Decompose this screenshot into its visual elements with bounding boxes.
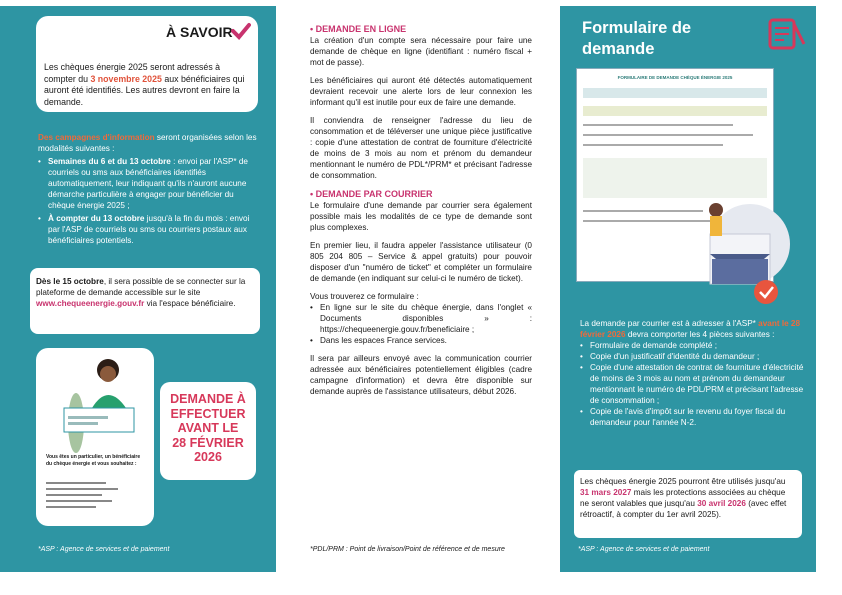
- requirement-item: • Formulaire de demande complété ;: [580, 340, 808, 351]
- mail-requirements: La demande par courrier est à adresser à l'ASP* avant le 28 février 2026 devra comporter les 4 pièces suivantes : • Formulaire de demande complété ; • Copie d'un justificatif d'identité du demandeur ; • Copie d'une attestation de contrat de fourniture d'électricité de moins de 3 mois au nom et prénom du demandeur mentionnant le numéro de PDL/PRM et précisant l'adresse de consommation ; • Copie de l'avis d'impôt sur le revenu du foyer fiscal du demandeur pour l'année N-2.: [580, 318, 808, 428]
- mail-bullet-1: • En ligne sur le site du chèque énergie, dans l'onglet « Documents disponibles » : https://chequeenergie.gouv.fr/beneficiaire ;: [310, 302, 532, 335]
- mail-p4: Il sera par ailleurs envoyé avec la communication courrier adressée aux bénéficiaires potentiellement éligibles (cadre campagne d'information) et devra être disponible sur demande auprès de l'assistance utilisateurs, début 2026.: [310, 354, 532, 396]
- middle-panel: [296, 6, 536, 572]
- campaign-block: Des campagnes d'information seront organisées selon les modalités suivantes : • Semaines du 6 et du 13 octobre : envoi par l'ASP* de courriels ou sms aux bénéficiaires identifiés automatiquement, leur indiquant qu'ils n'auront aucune démarche particulière à engager pour bénéficier du chèque énergie 2025 ; • À compter du 13 octobre jusqu'à la fin du mois : envoi par l'ASP de courriels ou sms ou courriers postaux aux bénéficiaires potentiels.: [38, 132, 260, 246]
- validity-text: Les chèques énergie 2025 pourront être utilisés jusqu'au 31 mars 2027 mais les protections associées au chèque ne seront valables que jusqu'au 30 avril 2026 (avec effet rétroactif, à compter du 1er avril 2025).: [580, 477, 787, 519]
- requirement-item: • Copie d'une attestation de contrat de fourniture d'électricité de moins de 3 mois au nom et prénom du demandeur mentionnant le numéro de PDL/PRM et précisant l'adresse de consommation ;: [580, 362, 808, 406]
- a-savoir-title: À SAVOIR: [166, 24, 233, 40]
- check-icon: [231, 22, 251, 40]
- oct15-card: [30, 268, 260, 334]
- mail-bullet-2: • Dans les espaces France services.: [310, 335, 532, 346]
- requirement-item: • Copie de l'avis d'impôt sur le revenu du foyer fiscal du demandeur pour l'année N-2.: [580, 406, 808, 428]
- mail-p2: En premier lieu, il faudra appeler l'assistance utilisateur (0 805 204 805 – Service & appel gratuits) pour pouvoir disposer d'un "numéro de ticket" et compléter un formulaire de demande (en indiquant sur celui-ci le numéro de ticket).: [310, 241, 532, 283]
- online-p2: Les bénéficiaires qui auront été détectés automatiquement devraient recevoir une alerte lors de leur connexion les informant qu'il est inutile pour eux de faire une demande.: [310, 76, 532, 107]
- a-savoir-text: Les chèques énergie 2025 seront adressés à compter du 3 novembre 2025 aux bénéficiaires qui auront été identifiés. Les autres devront en faire la demande.: [44, 62, 245, 107]
- a-savoir-card: [36, 16, 258, 112]
- form-icon: [764, 14, 808, 54]
- right-footnote: *ASP : Agence de services et de paiement: [578, 546, 710, 553]
- form-preview-title: FORMULAIRE DE DEMANDE CHÈQUE ÉNERGIE 2025: [617, 75, 733, 80]
- mail-p1: Le formulaire d'une demande par courrier sera également possible mais les modalités de ce type de demande sont plus complexes.: [310, 201, 532, 232]
- right-panel: [560, 6, 816, 572]
- illustration-lines: [46, 478, 126, 512]
- requirement-item: • Copie d'un justificatif d'identité du demandeur ;: [580, 351, 808, 362]
- form-heading: Formulaire de demande: [582, 19, 692, 58]
- site-link[interactable]: www.chequeenergie.gouv.fr: [36, 299, 145, 308]
- online-title: • DEMANDE EN LIGNE: [310, 24, 407, 34]
- envelope-illustration-icon: [670, 184, 796, 314]
- oct15-text: Dès le 15 octobre, il sera possible de se connecter sur la plateforme de demande accessible sur le site www.chequeenergie.gouv.fr via l'espace bénéficiaire.: [36, 277, 246, 308]
- mid-footnote: *PDL/PRM : Point de livraison/Point de référence et de mesure: [310, 546, 505, 553]
- online-p1: La création d'un compte sera nécessaire pour faire une demande de chèque en ligne (identifiant : numéro fiscal + mot de passe).: [310, 36, 532, 67]
- mail-title: • DEMANDE PAR COURRIER: [310, 189, 433, 199]
- illustration-card: [36, 348, 154, 526]
- online-p3: Il conviendra de renseigner l'adresse du lieu de consommation et de téléverser une unique pièce justificative : copie d'une attestation de contrat de fourniture d'électricité de moins de 3 mois au nom et prénom du demandeur mentionnant le numéro de PDL*/PRM* et précisant l'adresse de consommation.: [310, 116, 532, 180]
- left-panel: [0, 6, 276, 572]
- left-footnote: *ASP : Agence de services et de paiement: [38, 546, 170, 553]
- validity-card: [574, 470, 802, 538]
- illustration-caption: Vous êtes un particulier, un bénéficiaire du chèque énergie et vous souhaitez :: [46, 454, 141, 467]
- online-section: [310, 24, 532, 397]
- deadline-card: [160, 382, 256, 480]
- mail-p3: Vous trouverez ce formulaire :: [310, 292, 419, 301]
- deadline-text: DEMANDE À EFFECTUER AVANT LE 28 FÉVRIER 2026: [170, 392, 246, 464]
- person-illustration-icon: [36, 348, 154, 458]
